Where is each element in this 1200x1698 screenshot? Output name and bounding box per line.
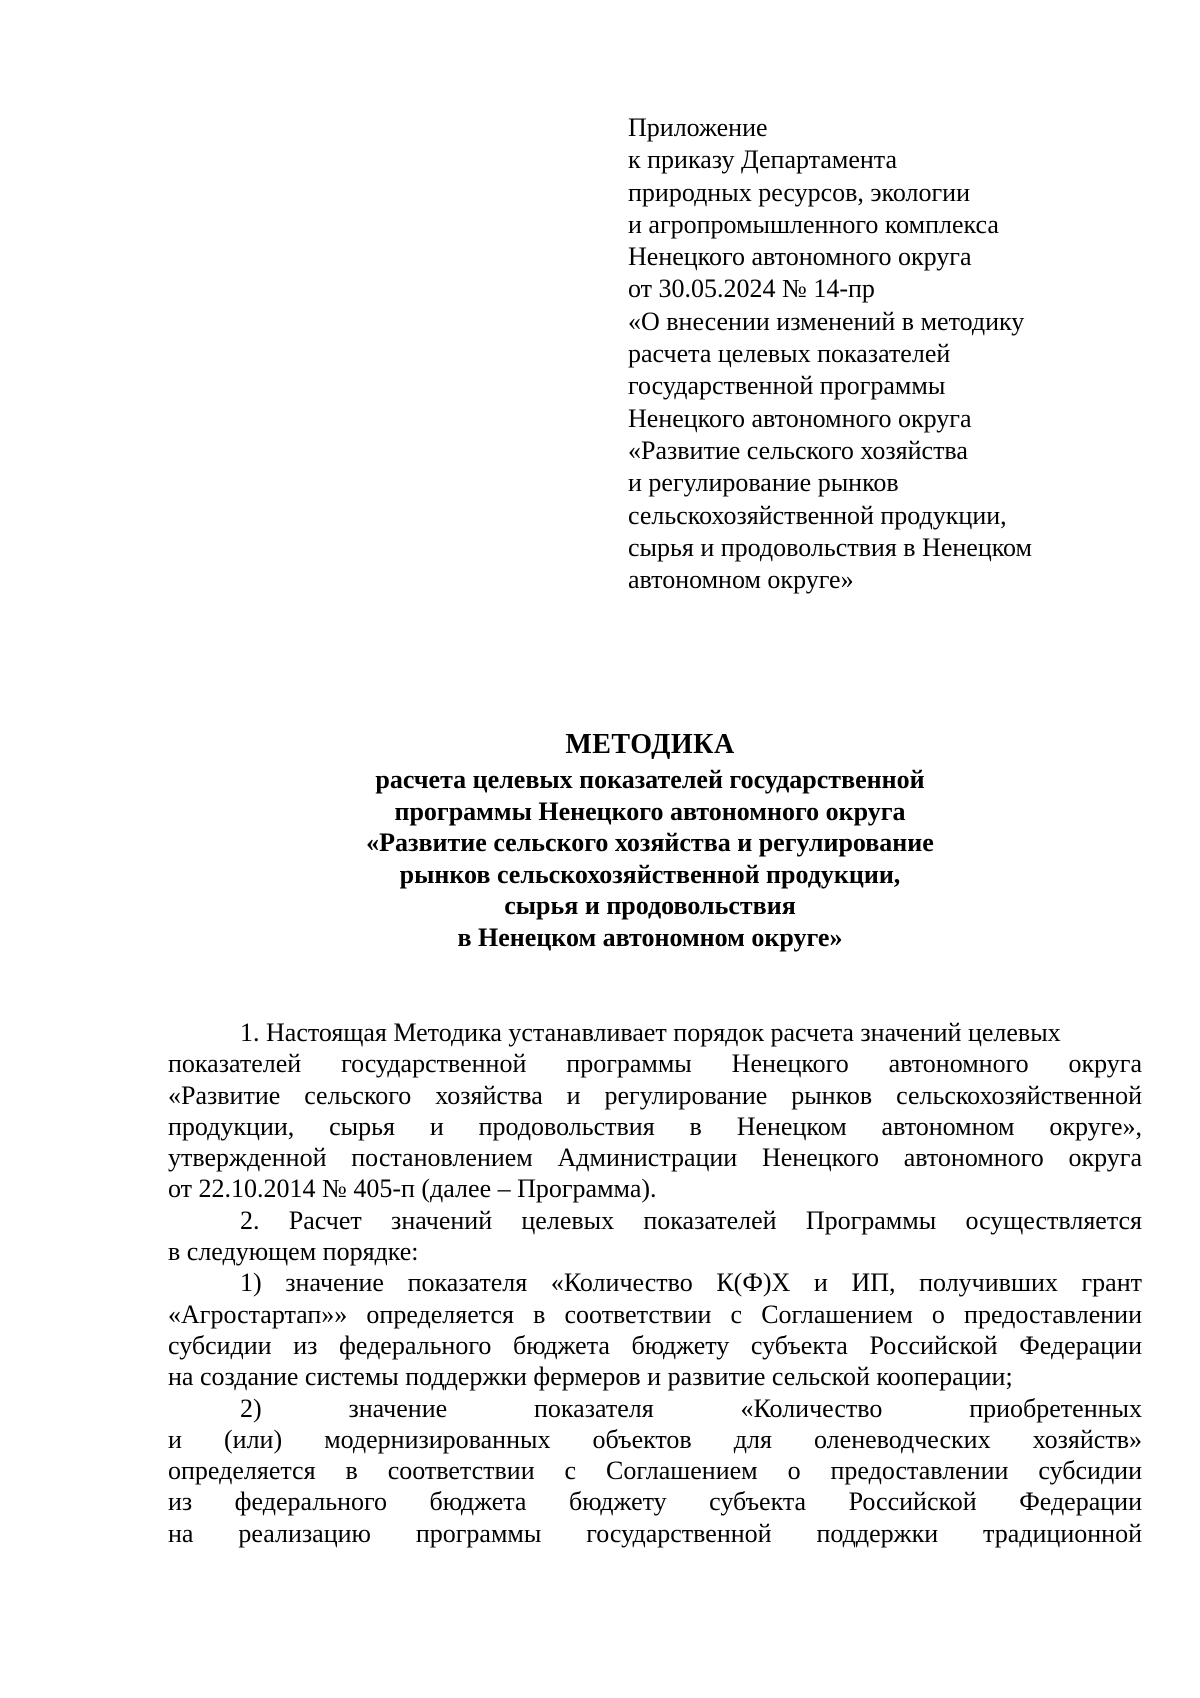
paragraph-1-line: продукции, сырья и продовольствия в Ненецком автономном округе», (168, 1111, 1142, 1141)
subitem-1-line: 1) значение показателя «Количество К(Ф)Х и ИП, получивших грант (240, 1268, 1142, 1298)
paragraph-1-line: 1. Настоящая Методика устанавливает порядок расчета значений целевых (240, 1018, 1061, 1047)
paragraph-2-line: 2. Расчет значений целевых показателей Программы осуществляется (240, 1205, 1142, 1235)
appendix-line: от 30.05.2024 № 14-пр (628, 274, 875, 304)
document-body (168, 1017, 1142, 1549)
title-subtitle-line: расчета целевых показателей государственной (375, 765, 925, 794)
subitem-2-line: на реализацию программы государственной поддержки традиционной (168, 1518, 1142, 1548)
subitem-2-line: и (или) модернизированных объектов для оленеводческих хозяйств» (168, 1424, 1142, 1454)
paragraph-1-line: «Развитие сельского хозяйства и регулирование рынков сельскохозяйственной (168, 1080, 1142, 1110)
appendix-line: автономном округе» (628, 565, 854, 595)
appendix-line: Ненецкого автономного округа (628, 403, 972, 433)
paragraph-1-line: показателей государственной программы Ненецкого автономного округа (168, 1049, 1142, 1079)
appendix-line: и регулирование рынков (628, 468, 899, 498)
appendix-line: «О внесении изменений в методику (628, 306, 1025, 336)
title-main: МЕТОДИКА (565, 729, 735, 760)
appendix-line: сельскохозяйственной продукции, (628, 500, 1007, 530)
appendix-header (628, 112, 1128, 596)
appendix-line: сырья и продовольствия в Ненецком (628, 532, 1033, 562)
appendix-line: расчета целевых показателей (628, 339, 951, 369)
paragraph-1-line: от 22.10.2014 № 405-п (далее – Программа). (168, 1174, 657, 1204)
title-subtitle-line: программы Ненецкого автономного округа (394, 796, 906, 826)
paragraph-2-line: в следующем порядке: (168, 1237, 419, 1267)
subitem-1-line: субсидии из федерального бюджета бюджету субъекта Российской Федерации (168, 1330, 1142, 1360)
appendix-line: Ненецкого автономного округа (628, 242, 972, 272)
document-title (150, 726, 1150, 953)
appendix-line: государственной программы (628, 371, 946, 401)
title-subtitle-line: в Ненецком автономном округе» (457, 922, 843, 952)
subitem-1-line: на создание системы поддержки фермеров и развитие сельской кооперации; (168, 1362, 1013, 1392)
appendix-line: и агропромышленного комплекса (628, 209, 999, 239)
appendix-line: «Развитие сельского хозяйства (628, 435, 968, 465)
appendix-line: к приказу Департамента (628, 145, 898, 175)
subitem-2-line: 2) значение показателя «Количество приобретенных (240, 1393, 1142, 1423)
subitem-2-line: определяется в соответствии с Соглашением о предоставлении субсидии (168, 1456, 1142, 1486)
appendix-line: Приложение (628, 113, 768, 142)
appendix-line: природных ресурсов, экологии (628, 177, 970, 207)
title-subtitle-line: «Развитие сельского хозяйства и регулирование (366, 828, 934, 857)
paragraph-1-line: утвержденной постановлением Администрации Ненецкого автономного округа (168, 1143, 1142, 1173)
subitem-1-line: «Агростартап»» определяется в соответствии с Соглашением о предоставлении (168, 1299, 1142, 1329)
subitem-2-line: из федерального бюджета бюджету субъекта Российской Федерации (168, 1487, 1142, 1517)
title-subtitle-line: сырья и продовольствия (504, 891, 796, 920)
title-subtitle-line: рынков сельскохозяйственной продукции, (399, 859, 901, 889)
